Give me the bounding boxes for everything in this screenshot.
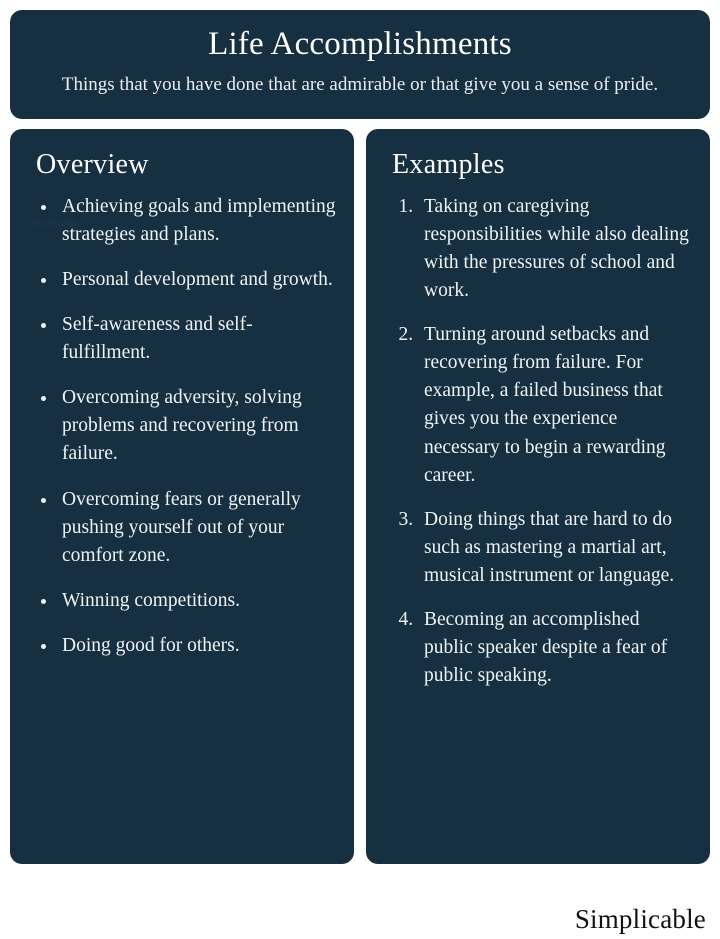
- watermark-text: Simplicable: [30, 218, 79, 228]
- list-item: • Overcoming adversity, solving problems and recovering from failure.: [58, 384, 336, 468]
- brand-logo: Simplicable: [574, 904, 706, 934]
- list-item: 4. Becoming an accomplished public speaker despite a fear of public speaking.: [418, 606, 692, 690]
- page-title: Life Accomplishments: [208, 26, 512, 62]
- header-card: [10, 10, 710, 119]
- list-item: • Overcoming fears or generally pushing yourself out of your comfort zone.: [58, 486, 336, 570]
- list-item: 3. Doing things that are hard to do such as mastering a martial art, musical instrument or language.: [418, 506, 692, 590]
- examples-card: [366, 129, 710, 864]
- overview-list: [28, 193, 336, 660]
- list-item: • Achieving goals and implementing strategies and plans.: [58, 193, 336, 249]
- examples-list: [384, 193, 692, 690]
- list-item: 2. Turning around setbacks and recovering from failure. For example, a failed business that gives you the experience necessary to begin a rewarding career.: [418, 321, 692, 489]
- overview-card: [10, 129, 354, 864]
- list-item: 1. Taking on caregiving responsibilities while also dealing with the pressures of school and work.: [418, 193, 692, 305]
- overview-title: Overview: [36, 148, 149, 180]
- page-subtitle: Things that you have done that are admirable or that give you a sense of pride.: [61, 73, 659, 95]
- list-item: • Winning competitions.: [58, 587, 336, 615]
- list-item: • Doing good for others.: [58, 632, 336, 660]
- examples-title: Examples: [392, 148, 505, 180]
- content-columns: [10, 129, 710, 864]
- list-item: • Personal development and growth.: [58, 266, 336, 294]
- list-item: • Self-awareness and self-fulfillment.: [58, 311, 336, 367]
